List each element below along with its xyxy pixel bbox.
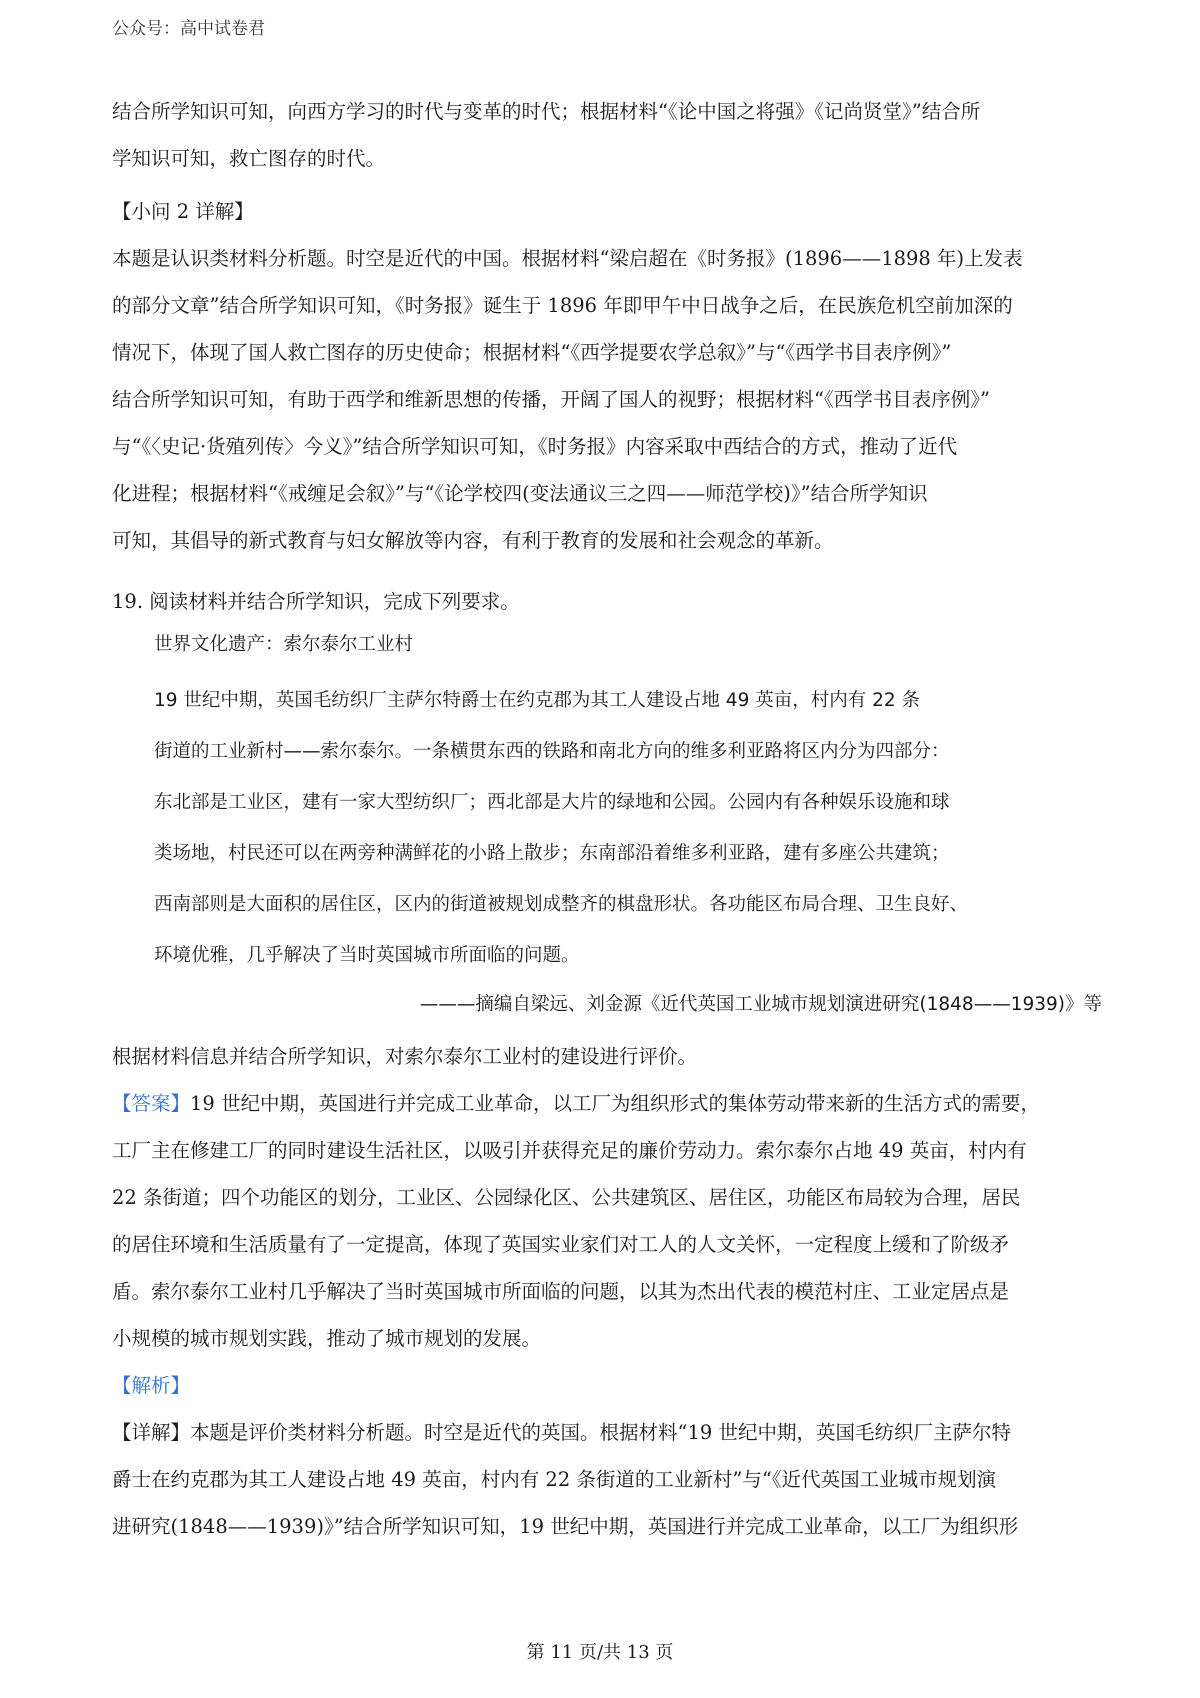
question-19-stem: 19. 阅读材料并结合所学知识，完成下列要求。	[112, 590, 520, 613]
answer-line: 工厂主在修建工厂的同时建设生活社区，以吸引并获得充足的廉价劳动力。索尔泰尔占地 49 英亩，村内有	[112, 1139, 1027, 1162]
material-line: 街道的工业新村——索尔泰尔。一条横贯东西的铁路和南北方向的维多利亚路将区内分为四部分：	[154, 741, 950, 762]
detail-line: 进研究(1848——1939)》”结合所学知识可知，19 世纪中期，英国进行并完成工业革命，以工厂为组织形	[112, 1515, 1019, 1538]
material-line: 环境优雅，几乎解决了当时英国城市所面临的问题。	[154, 945, 580, 966]
page-content	[112, 88, 1102, 1550]
detail-line: 爵士在约克郡为其工人建设占地 49 英亩，村内有 22 条街道的工业新村”与“《近代英国工业城市规划演	[112, 1468, 997, 1491]
material-title: 世界文化遗产：索尔泰尔工业村	[154, 634, 414, 655]
material-line: 西南部则是大面积的居住区，区内的街道被规划成整齐的棋盘形状。各功能区布局合理、卫生良好、	[154, 894, 969, 915]
material-line: 类场地，村民还可以在两旁种满鲜花的小路上散步；东南部沿着维多利亚路，建有多座公共建筑；	[154, 843, 950, 864]
answer-label: 【答案】	[112, 1092, 191, 1115]
subq2-line: 本题是认识类材料分析题。时空是近代的中国。根据材料“梁启超在《时务报》(1896——1898 年)上发表	[112, 247, 1023, 270]
page-number: 第 11 页/共 13 页	[526, 1642, 674, 1663]
material-line: 东北部是工业区，建有一家大型纺织厂；西北部是大片的绿地和公园。公园内有各种娱乐设施和球	[154, 792, 950, 813]
analysis-label: 【解析】	[112, 1374, 191, 1397]
subq2-line: 可知，其倡导的新式教育与妇女解放等内容，有利于教育的发展和社会观念的革新。	[112, 529, 834, 552]
subq2-line: 的部分文章”结合所学知识可知，《时务报》诞生于 1896 年即甲午中日战争之后，在民族危机空前加深的	[112, 294, 1013, 317]
detail-text: 本题是评价类材料分析题。时空是近代的英国。根据材料“19 世纪中期，英国毛纺织厂主萨尔特	[190, 1421, 1011, 1444]
subq2-line: 情况下，体现了国人救亡图存的历史使命；根据材料“《西学提要农学总叙》”与“《西学书目表序例》”	[112, 341, 952, 364]
material-block	[154, 625, 1064, 981]
subq2-line: 化进程；根据材料“《戒缠足会叙》”与“《论学校四(变法通议三之四——师范学校)》”结合所学知识	[112, 482, 928, 505]
answer-line: 盾。索尔泰尔工业村几乎解决了当时英国城市所面临的问题，以其为杰出代表的模范村庄、工业定居点是	[112, 1280, 1010, 1303]
answer-line	[112, 1080, 1102, 1127]
detail-label: 【详解】	[112, 1421, 191, 1444]
answer-text: 19 世纪中期，英国进行并完成工业革命，以工厂为组织形式的集体劳动带来新的生活方式的需要，	[190, 1092, 1041, 1115]
question-19-prompt: 根据材料信息并结合所学知识，对索尔泰尔工业村的建设进行评价。	[112, 1045, 698, 1068]
answer-line: 小规模的城市规划实践，推动了城市规划的发展。	[112, 1327, 542, 1350]
subq2-line: 与“《〈史记·货殖列传〉今义》”结合所学知识可知，《时务报》内容采取中西结合的方式，推动了近代	[112, 435, 958, 458]
detail-line	[112, 1409, 1102, 1456]
prev-line-2: 学知识可知，救亡图存的时代。	[112, 147, 386, 170]
prev-line-1: 结合所学知识可知，向西方学习的时代与变革的时代；根据材料“《论中国之将强》《记尚贤堂》”结合所	[112, 100, 981, 123]
answer-line: 的居住环境和生活质量有了一定提高，体现了英国实业家们对工人的人文关怀，一定程度上缓和了阶级矛	[112, 1233, 1010, 1256]
subq2-line: 结合所学知识可知，有助于西学和维新思想的传播，开阔了国人的视野；根据材料“《西学书目表序例》”	[112, 388, 990, 411]
material-source: ———摘编自梁远、刘金源《近代英国工业城市规划演进研究(1848——1939)》等	[419, 994, 1102, 1015]
answer-line: 22 条街道；四个功能区的划分，工业区、公园绿化区、公共建筑区、居住区，功能区布局较为合理，居民	[112, 1186, 1021, 1209]
material-line: 19 世纪中期，英国毛纺织厂主萨尔特爵士在约克郡为其工人建设占地 49 英亩，村内有 22 条	[154, 690, 921, 711]
header-account: 公众号：高中试卷君	[112, 19, 265, 39]
subq2-label: 【小问 2 详解】	[112, 200, 254, 223]
analysis-label-line	[112, 1362, 1102, 1409]
